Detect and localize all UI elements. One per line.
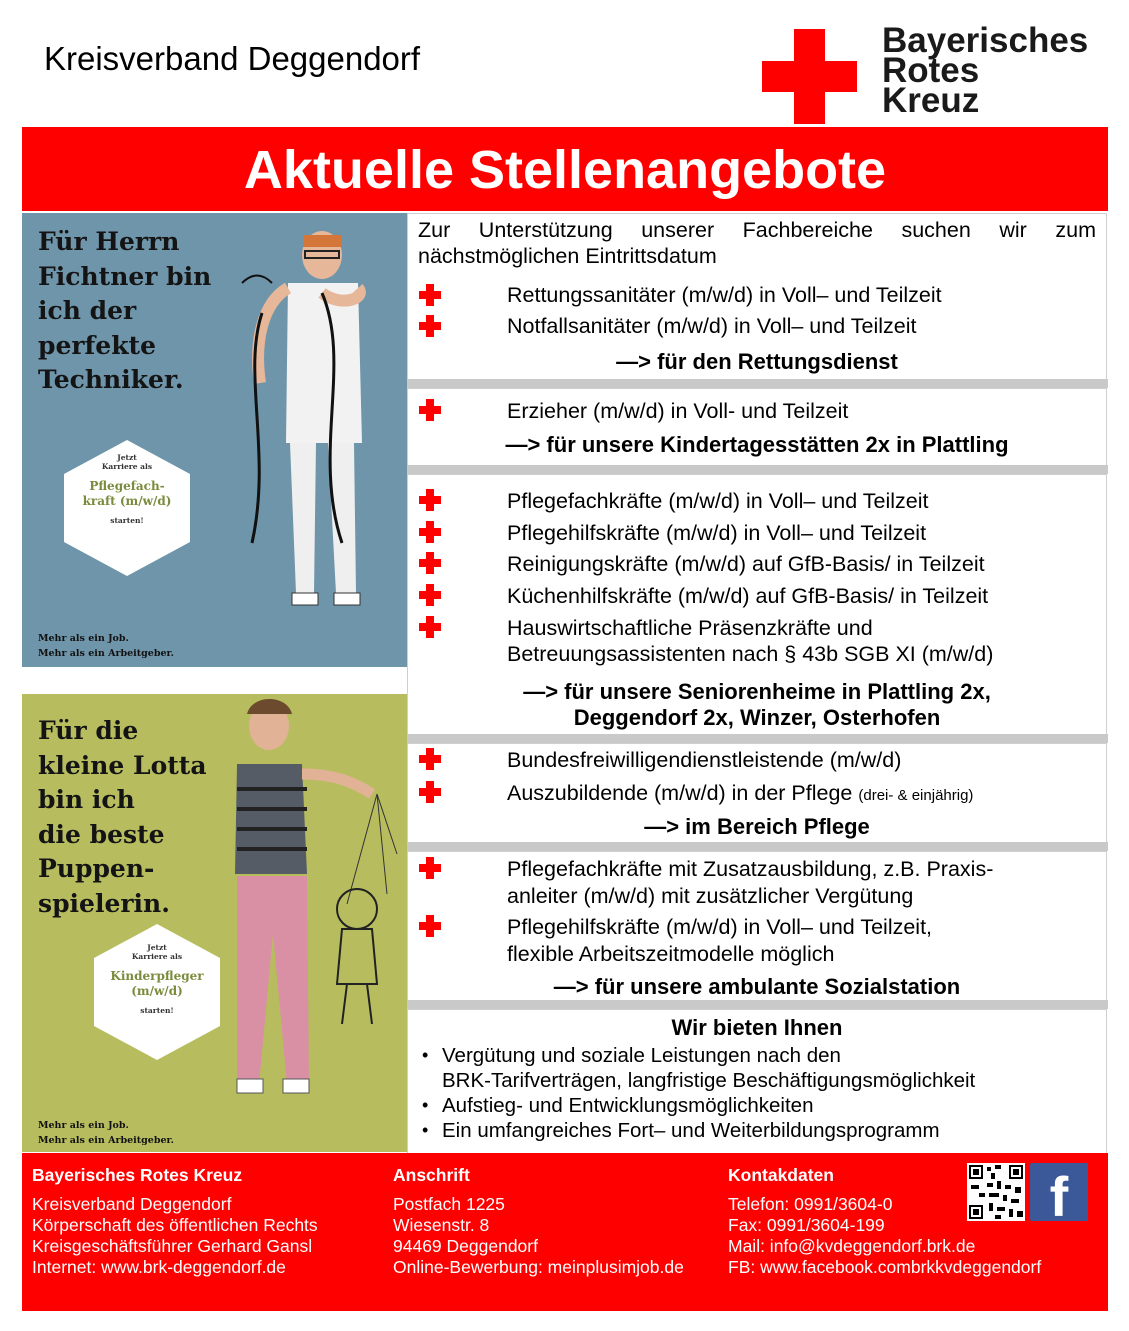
red-cross-icon	[419, 857, 441, 879]
job-item: Rettungssanitäter (m/w/d) in Voll– und Teilzeit	[507, 283, 942, 307]
footer-line: 94469 Deggendorf	[393, 1236, 538, 1256]
badge-small-text: Jetzt	[147, 943, 167, 952]
red-cross-icon	[419, 284, 441, 306]
offer-item: Ein umfangreiches Fort– und Weiterbildungsprogramm	[442, 1119, 940, 1142]
career-badge	[62, 453, 192, 525]
footer-heading: Kontakdaten	[728, 1165, 834, 1185]
poster-footer-line: Mehr als ein Job.	[38, 633, 129, 644]
badge-role-text: kraft (m/w/d)	[82, 494, 172, 508]
red-cross-icon	[419, 521, 441, 543]
job-item: Pflegehilfskräfte (m/w/d) in Voll– und Teilzeit,	[507, 915, 933, 939]
badge-small-text: Jetzt	[117, 453, 137, 462]
job-item: Pflegefachkräfte (m/w/d) in Voll– und Teilzeit	[507, 489, 929, 513]
headline-line: Techniker.	[38, 365, 184, 394]
poster-puppeteer	[22, 694, 407, 1152]
red-cross-icon	[419, 915, 441, 937]
bullet-icon: •	[422, 1095, 429, 1115]
bullet-icon: •	[422, 1120, 429, 1140]
poster-headline	[38, 225, 211, 398]
footer-website-link[interactable]: Internet: www.brk-deggendorf.de	[32, 1257, 286, 1277]
page-title: Aktuelle Stellenangebote	[243, 140, 887, 200]
badge-role-text: Pflegefach-	[89, 479, 165, 493]
person-illustration-icon	[197, 694, 407, 1124]
logo-line-3: Kreuz	[882, 81, 980, 120]
job-target: Deggendorf 2x, Winzer, Osterhofen	[573, 705, 941, 730]
job-target: —> für unsere ambulante Sozialstation	[553, 974, 961, 999]
job-item: Erzieher (m/w/d) in Voll- und Teilzeit	[507, 399, 849, 423]
logo-line-2: Rotes	[882, 51, 980, 90]
poster-footer	[38, 631, 174, 661]
red-cross-icon	[419, 489, 441, 511]
red-cross-icon	[419, 584, 441, 606]
job-section-kita	[407, 388, 1107, 466]
headline-line: Fichtner bin	[38, 261, 212, 291]
red-cross-icon	[419, 748, 441, 770]
headline-line: ich der	[38, 296, 137, 325]
headline-line: spielerin.	[38, 888, 170, 918]
job-target: —> für unsere Seniorenheime in Plattling 2x,	[523, 679, 991, 704]
footer-mail-link[interactable]: Mail: info@kvdeggendorf.brk.de	[728, 1236, 976, 1256]
facebook-icon[interactable]	[1030, 1163, 1088, 1228]
offer-item: Vergütung und soziale Leistungen nach den	[442, 1044, 841, 1067]
section-divider	[407, 379, 1108, 388]
footer-organisation	[32, 1165, 318, 1278]
person-illustration-icon	[202, 213, 407, 633]
job-section-sozialstation	[407, 851, 1107, 1001]
job-item-text: Auszubildende (m/w/d) in der Pflege	[507, 781, 853, 805]
career-badge	[92, 943, 222, 1015]
job-item: Bundesfreiwilligendienstleistende (m/w/d)	[507, 748, 902, 772]
section-divider	[407, 842, 1108, 851]
job-item-continued: flexible Arbeitszeitmodelle möglich	[507, 942, 835, 966]
footer	[22, 1153, 1108, 1311]
headline-line: kleine Lotta	[38, 750, 207, 780]
red-cross-icon	[419, 781, 441, 803]
job-target: —> im Bereich Pflege	[644, 814, 870, 839]
red-cross-icon	[419, 399, 441, 421]
job-item-continued: Betreuungsassistenten nach § 43b SGB XI (m/w/d)	[507, 642, 994, 666]
job-item: Pflegehilfskräfte (m/w/d) in Voll– und Teilzeit	[507, 521, 927, 545]
offer-item-continued: BRK-Tarifverträgen, langfristige Beschäftigungsmöglichkeit	[442, 1069, 976, 1092]
poster-footer-line: Mehr als ein Job.	[38, 1120, 129, 1131]
red-cross-logo-icon	[762, 29, 857, 124]
bullet-icon: •	[422, 1045, 429, 1065]
badge-role-text: (m/w/d)	[131, 984, 183, 998]
footer-line: Postfach 1225	[393, 1194, 505, 1214]
logo-line-1: Bayerisches	[882, 21, 1089, 60]
job-item: Hauswirtschaftliche Präsenzkräfte und	[507, 616, 873, 640]
badge-role-text: Kinderpfleger	[110, 969, 204, 983]
headline-line: Puppen-	[38, 854, 155, 883]
footer-address	[393, 1165, 684, 1278]
footer-line: Körperschaft des öffentlichen Rechts	[32, 1215, 318, 1235]
job-section-seniorenheime	[407, 474, 1107, 735]
headline-line: bin ich	[38, 785, 135, 814]
badge-small-text: Karriere als	[131, 952, 183, 961]
section-divider	[407, 734, 1108, 743]
job-target: —> für unsere Kindertagesstätten 2x in Plattling	[505, 432, 1009, 457]
job-section-pflege	[407, 743, 1107, 843]
job-item	[507, 780, 973, 809]
job-section-rettungsdienst	[407, 213, 1107, 380]
badge-small-text: starten!	[140, 1006, 174, 1015]
job-item: Küchenhilfskräfte (m/w/d) auf GfB-Basis/ in Teilzeit	[507, 584, 989, 608]
footer-application-link[interactable]: Online-Bewerbung: meinplusimjob.de	[393, 1257, 684, 1277]
job-item-note: (drei- & einjährig)	[858, 787, 974, 804]
job-item: Pflegefachkräfte mit Zusatzausbildung, z.B. Praxis-	[507, 857, 994, 881]
offer-title: Wir bieten Ihnen	[671, 1015, 843, 1040]
job-item: Notfallsanitäter (m/w/d) in Voll– und Teilzeit	[507, 314, 917, 338]
org-name: Kreisverband Deggendorf	[44, 40, 421, 77]
title-bar	[22, 127, 1108, 211]
footer-fax: Fax: 0991/3604-199	[728, 1215, 885, 1235]
job-item-continued: anleiter (m/w/d) mit zusätzlicher Vergütung	[507, 884, 914, 908]
footer-line: Wiesenstr. 8	[393, 1215, 490, 1235]
poster-footer-line: Mehr als ein Arbeitgeber.	[38, 648, 174, 659]
badge-small-text: Karriere als	[101, 462, 153, 471]
headline-line: die beste	[38, 819, 165, 849]
footer-heading: Anschrift	[393, 1165, 470, 1185]
poster-technician	[22, 213, 407, 667]
poster-footer	[38, 1118, 174, 1148]
footer-phone[interactable]: Telefon: 0991/3604-0	[728, 1194, 893, 1214]
job-target: —> für den Rettungsdienst	[616, 349, 898, 374]
logo-wordmark	[882, 21, 1089, 120]
poster-footer-line: Mehr als ein Arbeitgeber.	[38, 1135, 174, 1146]
headline-line: Für Herrn	[38, 227, 180, 256]
offer-section	[407, 1009, 1107, 1154]
red-cross-icon	[419, 616, 441, 638]
offer-item: Aufstieg- und Entwicklungsmöglichkeiten	[442, 1094, 814, 1117]
footer-facebook-link[interactable]: FB: www.facebook.combrkkvdeggendorf	[728, 1257, 1042, 1277]
red-cross-icon	[419, 552, 441, 574]
qr-code-icon[interactable]	[967, 1163, 1025, 1221]
footer-line: Kreisgeschäftsführer Gerhard Gansl	[32, 1236, 313, 1256]
badge-small-text: starten!	[110, 516, 144, 525]
footer-line: Kreisverband Deggendorf	[32, 1194, 232, 1214]
facebook-letter: f	[1049, 1165, 1069, 1228]
footer-heading: Bayerisches Rotes Kreuz	[32, 1165, 243, 1185]
section-divider	[407, 1000, 1108, 1009]
headline-line: Für die	[38, 716, 139, 745]
section-divider	[407, 465, 1108, 474]
poster-headline	[38, 714, 207, 921]
red-cross-icon	[419, 315, 441, 337]
job-item: Reinigungskräfte (m/w/d) auf GfB-Basis/ in Teilzeit	[507, 552, 985, 576]
headline-line: perfekte	[38, 330, 156, 360]
intro-text: Zur Unterstützung unserer Fachbereiche suchen wir zum nächstmöglichen Eintrittsdatum	[418, 218, 1096, 268]
